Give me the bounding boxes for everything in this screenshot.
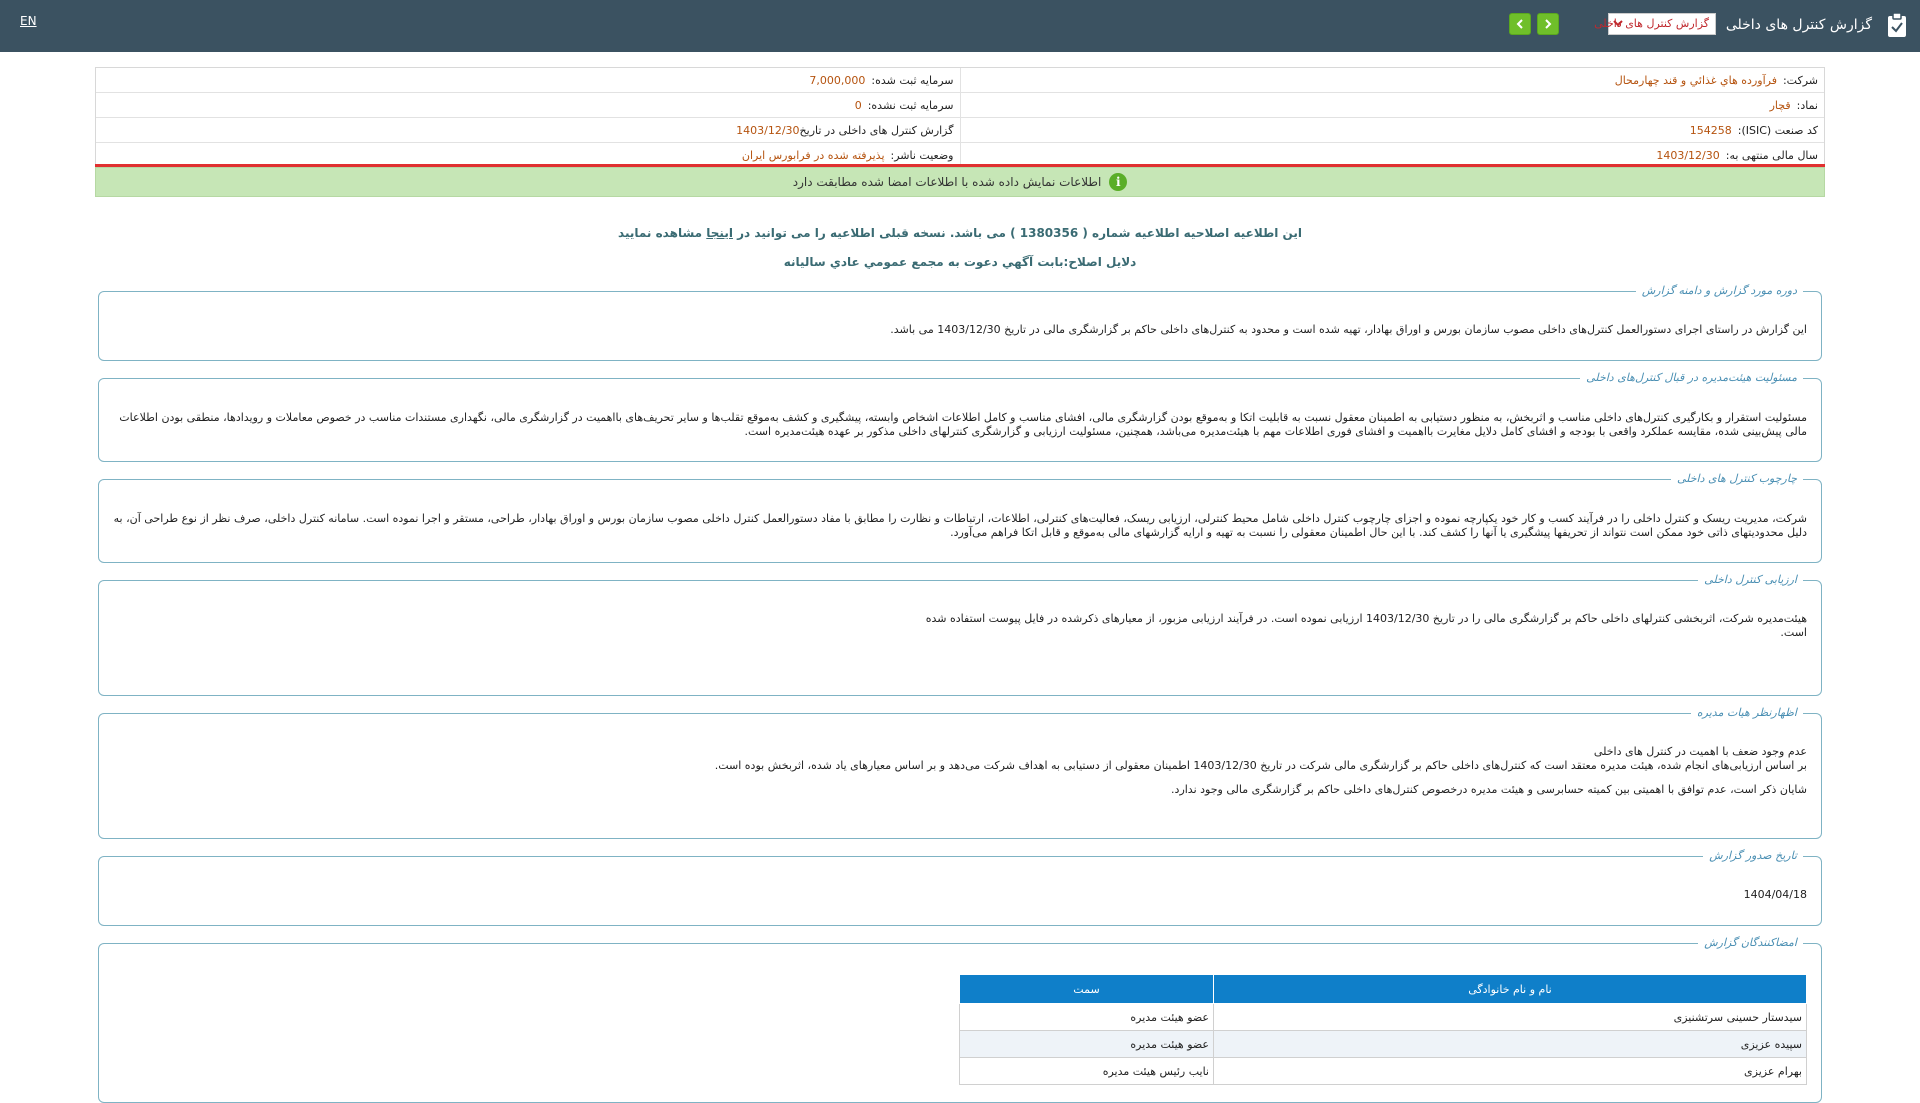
section-issue-date <box>98 849 1822 926</box>
company-label: شرکت: <box>1782 73 1818 87</box>
signer-name: سپیده عزیزی <box>1214 1031 1807 1058</box>
signature-match-banner <box>95 167 1825 197</box>
section-title: امضاکنندگان گزارش <box>1698 936 1803 949</box>
column-header-role: سمت <box>960 975 1214 1004</box>
signer-name: بهرام عزیزی <box>1214 1058 1807 1085</box>
english-language-link[interactable]: EN <box>20 14 37 28</box>
clipboard-icon <box>1886 12 1908 38</box>
signer-role: عضو هیئت مدیره <box>960 1031 1214 1058</box>
unregistered-capital-cell <box>96 93 960 117</box>
chevron-left-icon <box>1515 19 1525 29</box>
registered-capital-label: سرمایه ثبت شده: <box>871 73 954 87</box>
info-row <box>96 93 1824 118</box>
fiscal-year-label: سال مالی منتهی به: <box>1725 148 1818 162</box>
section-text: شرکت، مدیریت ریسک و کنترل داخلی را در فرآیند کسب و کار خود یکپارچه نموده و اجزای چارچوب کنترل داخلی شامل محیط کنترلی، ارزیابی ریسک، فعالیت‌های کنترلی، اطلاعات، ارتباطات و نظارت را مطابق با مفاد دستورالعمل کنترل داخلی مصوب سازمان بورس و اوراق بهادار، طراحی، مستقر و اجرا نموده است. سامانه کنترل داخلی، صرف نظر از نوع طراحی آن، به دلیل محدودیتهای ذاتی خود ممکن است نتواند از تحریفها پیشگیری یا آنها را کشف کند. با این حال اطمینان معقولی را نسبت به تهیه و ارایه گزارشهای مالی به‌موقع و قابل اتکا فراهم می‌آورد. <box>113 512 1807 539</box>
fiscal-year-value: 1403/12/30 <box>1656 148 1720 162</box>
section-text: این گزارش در راستای اجرای دستورالعمل کنترل‌های داخلی مصوب سازمان بورس و اوراق بهادار، تهیه شده است و محدود به کنترل‌های داخلی حاکم بر گزارشگری مالی در تاریخ 1403/12/30 می باشد. <box>890 323 1807 336</box>
section-report-period <box>98 284 1822 361</box>
registered-capital-value: 7,000,000 <box>809 73 866 87</box>
previous-report-button[interactable] <box>1509 13 1531 35</box>
page-title: گزارش کنترل های داخلی <box>1725 17 1872 33</box>
section-control-framework <box>98 472 1822 563</box>
section-title: مسئولیت هیئت‌مدیره در قبال کنترل‌های داخلی <box>1580 371 1803 384</box>
isic-cell <box>960 118 1825 142</box>
chevron-down-icon <box>1613 18 1623 28</box>
previous-version-link[interactable]: اینجا <box>706 226 733 240</box>
report-date-label: گزارش کنترل های داخلی در تاریخ <box>799 123 954 137</box>
table-row <box>960 1058 1807 1085</box>
column-header-name: نام و نام خانوادگی <box>1214 975 1807 1004</box>
report-date-cell <box>96 118 960 142</box>
section-board-responsibility <box>98 371 1822 462</box>
unregistered-capital-label: سرمایه ثبت نشده: <box>867 98 954 112</box>
signer-role: عضو هیئت مدیره <box>960 1004 1214 1031</box>
section-signers <box>98 936 1822 1103</box>
opinion-line-2: بر اساس ارزیابی‌های انجام شده، هیئت مدیره معتقد است که کنترل‌های داخلی حاکم بر گزارشگری مالی شرکت در تاریخ 1403/12/30 اطمینان معقولی از دستیابی به اهداف شرکت می‌دهد و بر اساس معیارهای یاد شده، اثربخش بوده است. <box>714 759 1807 772</box>
company-cell <box>960 68 1825 92</box>
correction-text-2: مشاهده نمایید <box>618 226 703 240</box>
issue-date-value: 1404/04/18 <box>1743 888 1807 901</box>
signer-name: سیدستار حسینی سرتشنیزی <box>1214 1004 1807 1031</box>
correction-reason: دلایل اصلاح:بابت آگهي دعوت به مجمع عمومي عادي ساليانه <box>783 255 1137 269</box>
table-row <box>960 1004 1807 1031</box>
publisher-status-value: پذیرفته شده در فرابورس ایران <box>741 148 885 162</box>
unregistered-capital-value: 0 <box>854 98 862 112</box>
symbol-value: قچار <box>1769 98 1791 112</box>
info-icon: i <box>1109 173 1127 191</box>
divider <box>1803 291 1815 292</box>
report-type-select[interactable] <box>1594 13 1716 35</box>
signers-table <box>959 974 1807 1085</box>
table-row <box>960 1031 1807 1058</box>
registered-capital-cell <box>96 68 960 92</box>
section-title: تاریخ صدور گزارش <box>1703 849 1803 862</box>
divider <box>1803 856 1815 857</box>
info-row <box>96 118 1824 143</box>
divider <box>1803 479 1815 480</box>
section-text: مسئولیت استقرار و بکارگیری کنترل‌های داخلی مناسب و اثربخش، به منظور دستیابی به اطمینان معقول نسبت به قابلیت اتکا و به‌موقع بودن گزارشگری مالی، افشای مناسب و کامل اطلاعات اشخاص وابسته، پیشگیری و کشف به‌موقع تقلب‌ها و سایر تحریف‌های بااهمیت در گزارشگری مالی، نگهداری مستندات مناسب در خصوص معاملات و رویدادها، منطقی بودن اطلاعات مالی پیش‌بینی شده، مقایسه عملکرد واقعی با بودجه و افشای کامل دلایل مغایرت بااهمیت و افشای فوری اطلاعات مهم با هیئت‌مدیره می‌باشد، همچنین، مسئولیت ارزیابی و گزارشگری کنترلهای داخلی مذکور بر عهده هیئت‌مدیره است. <box>119 411 1807 438</box>
top-bar <box>0 0 1920 52</box>
isic-value: 154258 <box>1689 123 1732 137</box>
signer-role: نایب رئیس هیئت مدیره <box>960 1058 1214 1085</box>
signature-match-text: اطلاعات نمایش داده شده با اطلاعات امضا شده مطابقت دارد <box>792 175 1102 189</box>
report-date-value: 1403/12/30 <box>736 123 800 137</box>
divider <box>1803 943 1815 944</box>
section-title: دوره مورد گزارش و دامنه گزارش <box>1636 284 1803 297</box>
section-title: اظهارنظر هیات مدیره <box>1691 706 1803 719</box>
section-text: هیئت‌مدیره شرکت، اثربخشی کنترلهای داخلی حاکم بر گزارشگری مالی را در تاریخ 1403/12/30 ارزیابی نموده است. در فرآیند ارزیابی مزبور، از معیارهای ذکرشده در فایل پیوست استفاده شده است. <box>925 612 1807 639</box>
section-title: چارچوب کنترل های داخلی <box>1671 472 1803 485</box>
company-value: فرآورده هاي غذائي و قند چهارمحال <box>1614 73 1777 87</box>
symbol-label: نماد: <box>1796 98 1818 112</box>
isic-label: کد صنعت (ISIC): <box>1737 123 1818 137</box>
publisher-status-label: وضعیت ناشر: <box>890 148 954 162</box>
section-board-opinion <box>98 706 1822 839</box>
section-control-evaluation <box>98 573 1822 696</box>
divider <box>1803 580 1815 581</box>
chevron-right-icon <box>1543 19 1553 29</box>
next-report-button[interactable] <box>1537 13 1559 35</box>
opinion-line-1: عدم وجود ضعف با اهمیت در کنترل های داخلی <box>1593 745 1807 758</box>
info-row <box>96 68 1824 93</box>
symbol-cell <box>960 93 1825 117</box>
correction-notice <box>95 226 1825 240</box>
company-info-table <box>95 67 1825 168</box>
report-select-value: گزارش کنترل های داخلی <box>1594 17 1709 30</box>
divider <box>1803 378 1815 379</box>
correction-text-1: این اطلاعیه اصلاحیه اطلاعیه شماره ( 1380356 ) می باشد. نسخه قبلی اطلاعیه را می توانید در <box>737 226 1302 240</box>
opinion-line-3: شایان ذکر است، عدم توافق با اهمیتی بین کمیته حسابرسی و هیئت مدیره درخصوص کنترل‌های داخلی حاکم بر گزارشگری مالی وجود ندارد. <box>1171 783 1807 796</box>
divider <box>1803 713 1815 714</box>
table-header-row <box>960 975 1807 1004</box>
section-title: ارزیابی کنترل داخلی <box>1698 573 1803 586</box>
